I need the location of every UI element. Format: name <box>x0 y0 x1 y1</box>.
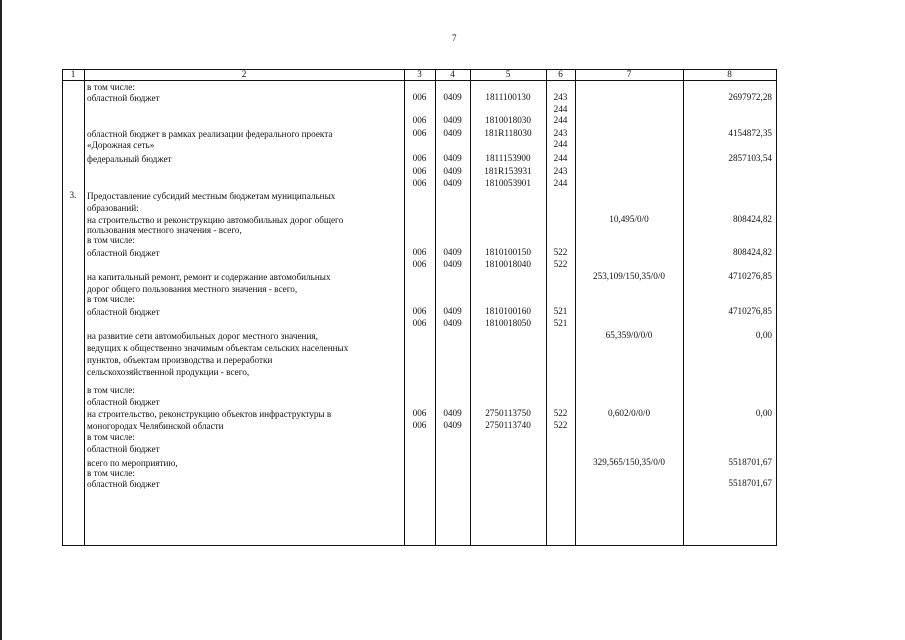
cell-c7: 10,495/0/0 <box>609 214 649 224</box>
description-line: в том числе: <box>87 235 135 245</box>
cell-c6: 244 <box>553 178 568 188</box>
description-line: в том числе: <box>87 468 135 478</box>
description-line: пунктов, объектам производства и переработки <box>87 355 273 365</box>
cell-c7: 65,359/0/0/0 <box>605 330 653 340</box>
description-line: на развитие сети автомобильных дорог местного значения, <box>87 331 318 341</box>
header-cell: 6 <box>558 69 563 79</box>
description-line: образований: <box>87 203 139 213</box>
cell-c3: 006 <box>412 92 427 102</box>
cell-c4: 0409 <box>443 128 462 138</box>
cell-c5: 1811153900 <box>485 153 531 163</box>
row-number: 3. <box>69 190 77 200</box>
cell-c8: 2697972,28 <box>728 92 772 102</box>
description-line: областной бюджет <box>87 307 160 317</box>
cell-c4: 0409 <box>443 166 462 176</box>
description-line: в том числе: <box>87 294 135 304</box>
cell-c4: 0409 <box>443 318 462 328</box>
cell-c3: 006 <box>412 247 427 257</box>
description-line: моногородах Челябинской области <box>87 421 224 431</box>
cell-c5: 181R118030 <box>484 128 532 138</box>
cell-c6: 243 <box>553 166 568 176</box>
description-line: на строительство и реконструкцию автомобильных дорог общего <box>87 215 344 225</box>
description-line: пользования местного значения - всего, <box>87 225 242 235</box>
cell-c8: 4710276,85 <box>728 271 772 281</box>
cell-c6: 521 <box>553 318 568 328</box>
description-line: сельскохозяйственной продукции - всего, <box>87 367 250 377</box>
cell-c6: 522 <box>553 408 568 418</box>
description-line: областной бюджет <box>87 444 160 454</box>
cell-c3: 006 <box>412 166 427 176</box>
description-line: областной бюджет <box>87 397 160 407</box>
cell-c3: 006 <box>412 259 427 269</box>
cell-c7: 329,565/150,35/0/0 <box>593 457 665 467</box>
description-line: в том числе: <box>87 432 135 442</box>
cell-c4: 0409 <box>443 306 462 316</box>
cell-c6: 244 <box>553 104 568 114</box>
scan-left-edge <box>0 0 2 640</box>
cell-c3: 006 <box>412 115 427 125</box>
cell-c6: 522 <box>553 259 568 269</box>
cell-c5: 1810053901 <box>485 178 531 188</box>
cell-c5: 1810100160 <box>485 306 531 316</box>
cell-c8: 0,00 <box>755 330 772 340</box>
cell-c6: 243 <box>553 128 568 138</box>
description-line: в том числе: <box>87 385 135 395</box>
cell-c8: 2857103,54 <box>728 153 772 163</box>
cell-c5: 1811100130 <box>485 92 531 102</box>
cell-c5: 181R153931 <box>484 166 532 176</box>
cell-c6: 243 <box>553 92 568 102</box>
column-border <box>84 69 85 546</box>
cell-c5: 1810100150 <box>485 247 531 257</box>
cell-c7: 253,109/150,35/0/0 <box>593 271 665 281</box>
description-line: на капитальный ремонт, ремонт и содержание автомобильных <box>87 272 331 282</box>
cell-c3: 006 <box>412 128 427 138</box>
column-border <box>62 69 63 546</box>
cell-c5: 2750113740 <box>485 420 531 430</box>
description-line: всего по мероприятию, <box>87 458 178 468</box>
cell-c6: 244 <box>553 139 568 149</box>
cell-c5: 1810018030 <box>485 115 531 125</box>
cell-c4: 0409 <box>443 178 462 188</box>
column-border <box>776 69 777 546</box>
description-line: областной бюджет <box>87 479 160 489</box>
cell-c6: 244 <box>553 115 568 125</box>
cell-c4: 0409 <box>443 408 462 418</box>
cell-c3: 006 <box>412 318 427 328</box>
budget-table <box>62 69 776 545</box>
cell-c8: 5518701,67 <box>728 457 772 467</box>
header-cell: 3 <box>417 69 422 79</box>
cell-c8: 0,00 <box>755 408 772 418</box>
description-line: областной бюджет <box>87 93 160 103</box>
description-line: «Дорожная сеть» <box>87 140 155 150</box>
table-bottom-border <box>62 545 776 546</box>
description-line: ведущих к общественно значимым объектам сельских населенных <box>87 343 349 353</box>
description-line: областной бюджет в рамках реализации федерального проекта <box>87 129 333 139</box>
cell-c8: 808424,82 <box>732 247 772 257</box>
cell-c8: 4154872,35 <box>728 128 772 138</box>
cell-c4: 0409 <box>443 420 462 430</box>
header-cell: 5 <box>505 69 511 79</box>
description-line: областной бюджет <box>87 248 160 258</box>
cell-c5: 1810018050 <box>485 318 531 328</box>
cell-c8: 808424,82 <box>732 214 772 224</box>
description-line: Предоставление субсидий местным бюджетам муниципальных <box>87 191 336 201</box>
cell-c3: 006 <box>412 408 427 418</box>
description-line: дорог общего пользования местного значения - всего, <box>87 284 298 294</box>
cell-c6: 521 <box>553 306 568 316</box>
cell-c8: 5518701,67 <box>728 478 772 488</box>
cell-c6: 522 <box>553 420 568 430</box>
cell-c6: 522 <box>553 247 568 257</box>
description-line: федеральный бюджет <box>87 154 172 164</box>
cell-c8: 4710276,85 <box>728 306 772 316</box>
column-border <box>575 69 576 546</box>
description-line: в том числе: <box>87 82 135 92</box>
header-cell: 4 <box>450 69 455 79</box>
cell-c4: 0409 <box>443 115 462 125</box>
cell-c3: 006 <box>412 178 427 188</box>
page-number: 7 <box>452 33 457 43</box>
header-cell: 7 <box>626 69 632 79</box>
cell-c4: 0409 <box>443 259 462 269</box>
cell-c5: 1810018040 <box>485 259 531 269</box>
cell-c3: 006 <box>412 153 427 163</box>
cell-c6: 244 <box>553 153 568 163</box>
header-cell: 1 <box>70 69 76 79</box>
cell-c4: 0409 <box>443 247 462 257</box>
cell-c3: 006 <box>412 306 427 316</box>
cell-c5: 2750113750 <box>485 408 531 418</box>
cell-c4: 0409 <box>443 153 462 163</box>
header-cell: 8 <box>727 69 732 79</box>
cell-c4: 0409 <box>443 92 462 102</box>
cell-c3: 006 <box>412 420 427 430</box>
header-cell: 2 <box>241 69 247 79</box>
description-line: на строительство, реконструкцию объектов инфраструктуры в <box>87 409 332 419</box>
cell-c7: 0,602/0/0/0 <box>607 408 651 418</box>
